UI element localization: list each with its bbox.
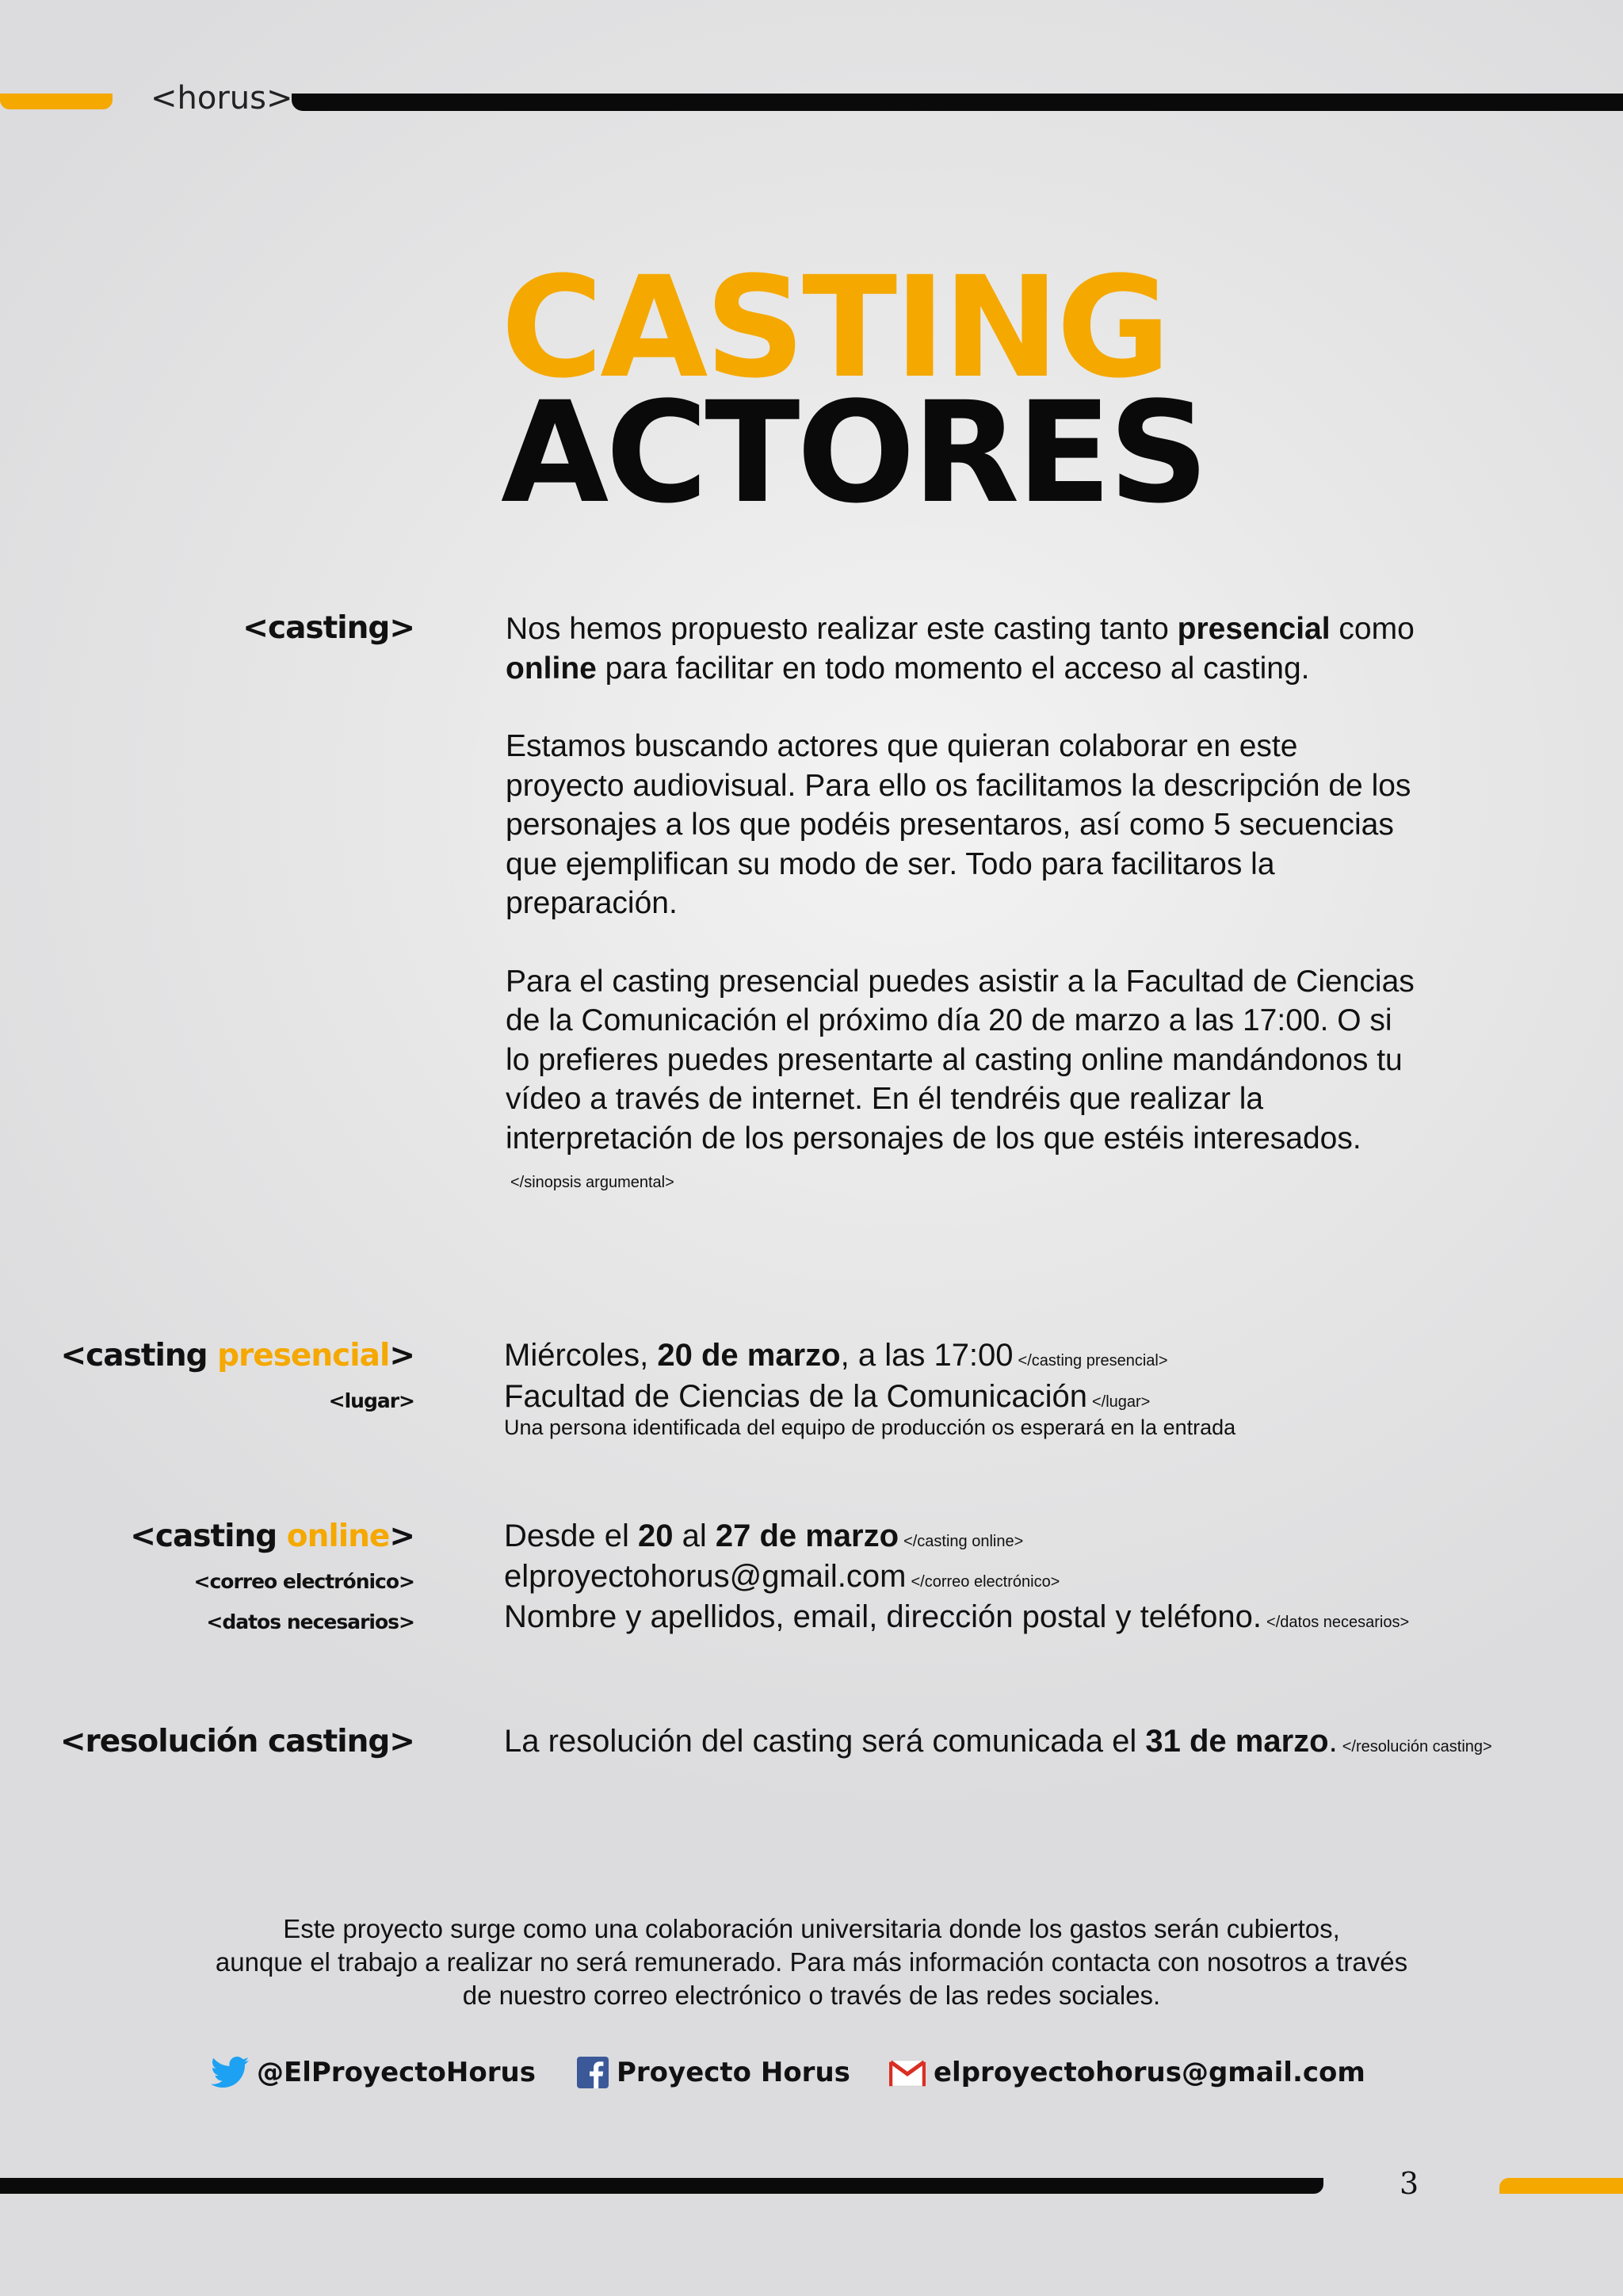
online-email: [504, 1559, 1060, 1595]
text-segment: Miércoles,: [504, 1338, 658, 1373]
datos-closing-tag: </datos necesarios>: [1266, 1614, 1410, 1631]
text-segment: para facilitar en todo momento el acceso al casting.: [596, 651, 1310, 686]
gmail-address: elproyectohorus@gmail.com: [934, 2057, 1365, 2088]
bold-text: 27 de marzo: [715, 1519, 899, 1553]
online-dates-text: [504, 1519, 899, 1553]
datos-label: <datos necesarios>: [206, 1610, 414, 1633]
lugar-label: <lugar>: [328, 1389, 414, 1412]
resolution-text: [504, 1724, 1492, 1759]
casting-online-label: [130, 1519, 414, 1554]
facebook-name: Proyecto Horus: [617, 2057, 850, 2088]
sinopsis-closing-tag: </sinopsis argumental>: [510, 1174, 674, 1191]
label-accent-word: presencial: [217, 1338, 390, 1373]
lugar-closing-tag: </lugar>: [1091, 1393, 1151, 1411]
bottom-black-bar: [0, 2178, 1323, 2194]
online-required-data-text: Nombre y apellidos, email, dirección postal y teléfono.: [504, 1599, 1262, 1634]
bold-text: presencial: [1177, 612, 1331, 646]
text-segment: La resolución del casting será comunicada el: [504, 1724, 1146, 1759]
label-accent-word: online: [286, 1519, 390, 1554]
gmail-link[interactable]: [889, 2053, 1365, 2092]
casting-paragraph-3: [506, 962, 1417, 1203]
presencial-closing-tag: </casting presencial>: [1018, 1352, 1168, 1370]
online-required-data: [504, 1599, 1409, 1635]
header-tag: <horus>: [151, 80, 293, 117]
facebook-link[interactable]: [577, 2053, 850, 2092]
email-label: <correo electrónico>: [193, 1570, 414, 1593]
top-black-bar: [292, 94, 1623, 111]
casting-description: [506, 609, 1417, 1242]
casting-paragraph-2: Estamos buscando actores que quieran colaborar en este proyecto audiovisual. Para ello os facilitamos la descripción de los personajes a los que podéis presentaros, así como 5 secuencias que ejemplifican su modo de ser. Todo para facilitaros la preparación.: [506, 729, 1411, 920]
presencial-place: [504, 1379, 1150, 1415]
online-dates: [504, 1519, 1023, 1554]
bottom-accent-bar: [1499, 2178, 1623, 2194]
twitter-link[interactable]: [211, 2053, 536, 2092]
casting-label: <casting>: [242, 610, 414, 646]
title-actores: ACTORES: [501, 372, 1206, 534]
footer-line: aunque el trabajo a realizar no será remunerado. Para más información contacta con nosotros a través: [215, 1947, 1408, 1977]
resolucion-label: <resolución casting>: [59, 1724, 414, 1759]
resolution-text-main: [504, 1724, 1338, 1759]
text-segment: Desde el: [504, 1519, 638, 1553]
top-accent-bar: [0, 94, 113, 109]
presencial-place-text: Facultad de Ciencias de la Comunicación: [504, 1379, 1087, 1414]
presencial-date: [504, 1338, 1168, 1373]
presencial-note: Una persona identificada del equipo de producción os esperará en la entrada: [504, 1415, 1236, 1439]
email-closing-tag: </correo electrónico>: [911, 1573, 1060, 1591]
text-segment: .: [1328, 1724, 1338, 1759]
gmail-icon: [889, 2057, 926, 2088]
footer-text: [0, 1912, 1623, 2012]
bold-text: 20: [637, 1519, 674, 1553]
footer-line: de nuestro correo electrónico o través de las redes sociales.: [462, 1981, 1161, 2010]
text-segment: al: [673, 1519, 716, 1553]
presencial-date-text: [504, 1338, 1014, 1373]
label-suffix: >: [389, 1519, 414, 1554]
label-prefix: <casting: [130, 1519, 287, 1554]
twitter-handle: @ElProyectoHorus: [257, 2057, 536, 2088]
text-segment: Nos hemos propuesto realizar este casting tanto: [506, 612, 1178, 646]
casting-paragraph-1: [506, 609, 1417, 688]
twitter-icon: [211, 2056, 249, 2089]
label-prefix: <casting: [60, 1338, 218, 1373]
bold-text: 31 de marzo: [1145, 1724, 1329, 1759]
label-suffix: >: [389, 1338, 414, 1373]
casting-paragraph-3-text: Para el casting presencial puedes asistir a la Facultad de Ciencias de la Comunicación el próximo día 20 de marzo a las 17:00. O si lo prefieres puedes presentarte al casting online mandándonos tu vídeo a través de internet. En él tendréis que realizar la interpretación de los personajes de los que estéis interesados.: [506, 964, 1415, 1156]
footer-line: Este proyecto surge como una colaboración universitaria donde los gastos serán cubiertos,: [283, 1914, 1340, 1943]
resolution-closing-tag: </resolución casting>: [1342, 1738, 1492, 1755]
text-segment: como: [1330, 612, 1415, 646]
bold-text: online: [506, 651, 597, 686]
online-closing-tag: </casting online>: [903, 1533, 1024, 1550]
online-email-text[interactable]: elproyectohorus@gmail.com: [504, 1559, 907, 1594]
facebook-icon: [577, 2057, 609, 2088]
title-casting: CASTING: [501, 246, 1168, 409]
bold-text: 20 de marzo: [657, 1338, 841, 1373]
text-segment: , a las 17:00: [840, 1338, 1014, 1373]
page-number: 3: [1400, 2166, 1419, 2201]
casting-presencial-label: [61, 1338, 415, 1373]
